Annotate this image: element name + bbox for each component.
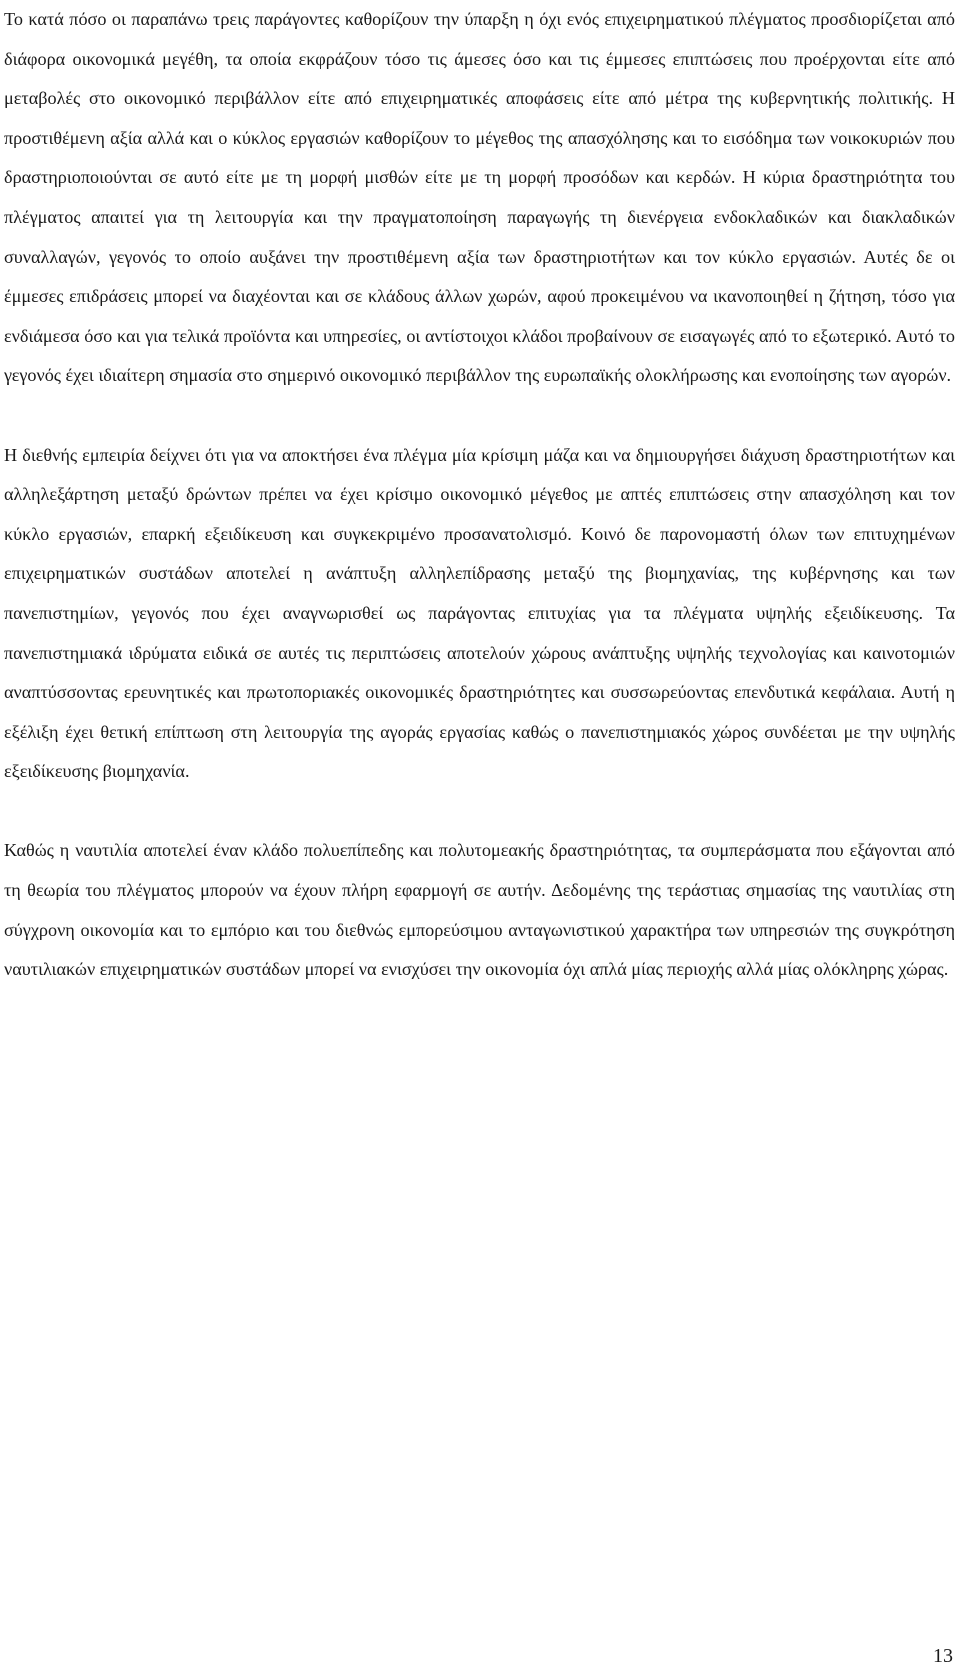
page-number: 13 <box>933 1645 953 1667</box>
paragraph-2: Η διεθνής εμπειρία δείχνει ότι για να αποκτήσει ένα πλέγμα μία κρίσιμη μάζα και να δημιουργήσει διάχυση δραστηριοτήτων και αλληλεξάρτηση μεταξύ δρώντων πρέπει να έχει κρίσιμο οικονομικό μέγεθος με απτές επιπτώσεις στην απασχόληση και τον κύκλο εργασιών, επαρκή εξειδίκευση και συγκεκριμένο προσανατολισμό. Κοινό δε παρονομαστή όλων των επιτυχημένων επιχειρηματικών συστάδων αποτελεί η ανάπτυξη αλληλεπίδρασης μεταξύ της βιομηχανίας, της κυβέρνησης και των πανεπιστημίων, γεγονός που έχει αναγνωρισθεί ως παράγοντας επιτυχίας για τα πλέγματα υψηλής εξειδίκευσης. Τα πανεπιστημιακά ιδρύματα ειδικά σε αυτές τις περιπτώσεις αποτελούν χώρους ανάπτυξης υψηλής τεχνολογίας και καινοτομιών αναπτύσσοντας ερευνητικές και πρωτοποριακές οικονομικές δραστηριότητες και συσσωρεύοντας επενδυτικά κεφάλαια. Αυτή η εξέλιξη έχει θετική επίπτωση στη λειτουργία της αγοράς εργασίας καθώς ο πανεπιστημιακός χώρος συνδέεται με την υψηλής εξειδίκευσης βιομηχανία. <box>4 444 955 782</box>
paragraph-1: Το κατά πόσο οι παραπάνω τρεις παράγοντες καθορίζουν την ύπαρξη η όχι ενός επιχειρηματικού πλέγματος προσδιορίζεται από διάφορα οικονομικά μεγέθη, τα οποία εκφράζουν τόσο τις άμεσες όσο και τις έμμεσες επιπτώσεις που προέρχονται είτε από μεταβολές στο οικονομικό περιβάλλον είτε από επιχειρηματικές αποφάσεις είτε από μέτρα της κυβερνητικής πολιτικής. Η προστιθέμενη αξία αλλά και ο κύκλος εργασιών καθορίζουν το μέγεθος της απασχόλησης και το εισόδημα των νοικοκυριών που δραστηριοποιούνται σε αυτό είτε με τη μορφή μισθών είτε με τη μορφή προσόδων και κερδών. Η κύρια δραστηριότητα του πλέγματος απαιτεί για τη λειτουργία και την πραγματοποίηση παραγωγής τη διενέργεια ενδοκλαδικών και διακλαδικών συναλλαγών, γεγονός το οποίο αυξάνει την προστιθέμενη αξία των δραστηριοτήτων και τον κύκλο εργασιών. Αυτές δε οι έμμεσες επιδράσεις μπορεί να διαχέονται και σε κλάδους άλλων χωρών, αφού προκειμένου να ικανοποιηθεί η ζήτηση, τόσο για ενδιάμεσα όσο και για τελικά προϊόντα και υπηρεσίες, οι αντίστοιχοι κλάδοι προβαίνουν σε εισαγωγές από το εξωτερικό. Αυτό το γεγονός έχει ιδιαίτερη σημασία στο σημερινό οικονομικό περιβάλλον της ευρωπαϊκής ολοκλήρωσης και ενοποίησης των αγορών. <box>4 9 955 386</box>
paragraph-3: Καθώς η ναυτιλία αποτελεί έναν κλάδο πολυεπίπεδης και πολυτομεακής δραστηριότητας, τα συμπεράσματα που εξάγονται από τη θεωρία του πλέγματος μπορούν να έχουν πλήρη εφαρμογή σε αυτήν. Δεδομένης της τεράστιας σημασίας της ναυτιλίας στη σύγχρονη οικονομία και το εμπόριο και του διεθνώς εμπορεύσιμου ανταγωνιστικού χαρακτήρα των υπηρεσιών της συγκρότηση ναυτιλιακών επιχειρηματικών συστάδων μπορεί να ενισχύσει την οικονομία όχι απλά μίας περιοχής αλλά μίας ολόκληρης χώρας. <box>4 840 955 980</box>
body-text <box>4 0 955 990</box>
